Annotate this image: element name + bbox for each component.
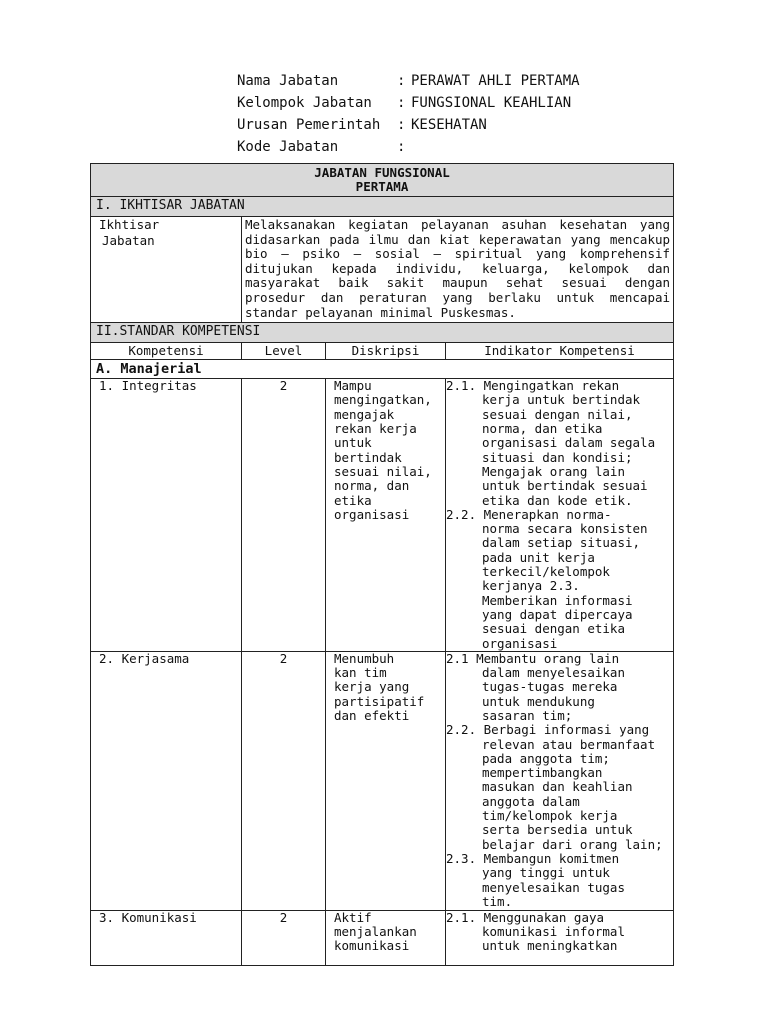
header-separator: : (397, 73, 406, 89)
header-label: Nama Jabatan (237, 73, 339, 89)
competency-table (90, 163, 674, 966)
competency-description: Aktif menjalankan komunikasi (326, 910, 446, 965)
column-header-indikator: Indikator Kompetensi (446, 343, 674, 360)
indicator-item: 2.1. Mengingatkan rekan kerja untuk bertindak sesuai dengan nilai, norma, dan etika organisasi dalam segala situasi dan kondisi; Mengajak orang lain untuk bertindak sesuai etika dan kode etik. (446, 378, 656, 508)
competency-description: Menumbuh kan tim kerja yang partisipatif dan efekti (326, 651, 446, 910)
header-row-urusan-pemerintah (237, 114, 717, 136)
document-header (237, 70, 717, 158)
ikhtisar-label-line1: Ikhtisar (99, 217, 160, 232)
indicator-item: 2.2. Berbagi informasi yang relevan atau bermanfaat pada anggota tim; mempertimbangkan masukan dan keahlian anggota dalam tim/kelompok kerja serta bersedia untuk belajar dari orang lain; (446, 722, 663, 852)
competency-name: 2. Kerjasama (91, 651, 242, 910)
column-header-row (91, 343, 674, 360)
competency-level: 2 (242, 379, 326, 652)
competency-indicators (446, 651, 674, 910)
indicator-item: 2.1 Membantu orang lain dalam menyelesaikan tugas-tugas mereka untuk mendukung sasaran tim; (446, 650, 625, 723)
header-row-kode-jabatan (237, 136, 717, 158)
header-row-nama-jabatan (237, 70, 717, 92)
header-value: KESEHATAN (411, 117, 487, 133)
header-separator: : (397, 117, 406, 133)
competency-name: 3. Komunikasi (91, 910, 242, 965)
column-header-kompetensi: Kompetensi (91, 343, 242, 360)
competency-indicators (446, 910, 674, 965)
indicator-item: 2.1. Menggunakan gaya komunikasi informal untuk meningkatkan (446, 909, 625, 954)
ikhtisar-row (91, 217, 674, 323)
section-row-ikhtisar (91, 197, 674, 217)
table-row (91, 651, 674, 910)
ikhtisar-label-line2: Jabatan (102, 233, 155, 248)
title-row (91, 164, 674, 197)
header-row-kelompok-jabatan (237, 92, 717, 114)
section-row-standar (91, 323, 674, 343)
header-label: Urusan Pemerintah (237, 117, 381, 133)
competency-indicators (446, 379, 674, 652)
competency-level: 2 (242, 651, 326, 910)
header-value: FUNGSIONAL KEAHLIAN (411, 95, 572, 111)
header-label: Kode Jabatan (237, 139, 339, 155)
section-heading-standar: II.STANDAR KOMPETENSI (91, 323, 674, 343)
table-row (91, 910, 674, 965)
competency-description: Mampu mengingatkan, mengajak rekan kerja untuk bertindak sesuai nilai, norma, dan etika organisasi (326, 379, 446, 652)
header-label: Kelompok Jabatan (237, 95, 372, 111)
ikhtisar-label (91, 217, 242, 323)
indicator-item: 2.2. Menerapkan norma- norma secara konsisten dalam setiap situasi, pada unit kerja terkecil/kelompok kerjanya 2.3. Memberikan informasi yang dapat dipercaya sesuai dengan etika organisasi (446, 506, 648, 651)
header-value (411, 136, 717, 158)
table-row (91, 379, 674, 652)
group-heading-manajerial: A. Manajerial (91, 360, 674, 379)
table-title (91, 164, 674, 197)
column-header-level: Level (242, 343, 326, 360)
table-title-line2: PERTAMA (355, 179, 409, 194)
group-row-manajerial (91, 360, 674, 379)
table-title-line1: JABATAN FUNGSIONAL (314, 165, 450, 180)
competency-name: 1. Integritas (91, 379, 242, 652)
section-heading-ikhtisar: I. IKHTISAR JABATAN (91, 197, 674, 217)
column-header-diskripsi: Diskripsi (326, 343, 446, 360)
header-value: PERAWAT AHLI PERTAMA (411, 73, 580, 89)
ikhtisar-text: Melaksanakan kegiatan pelayanan asuhan kesehatan yang didasarkan pada ilmu dan kiat keperawatan yang mencakup bio – psiko – sosial – spiritual yang komprehensif ditujukan kepada individu, keluarga, kelompok dan masyarakat baik sakit maupun sehat sesuai dengan prosedur dan peraturan yang berlaku untuk mencapai standar pelayanan minimal Puskesmas. (242, 217, 674, 323)
header-separator: : (397, 95, 406, 111)
header-separator: : (397, 139, 406, 155)
competency-level: 2 (242, 910, 326, 965)
indicator-item: 2.3. Membangun komitmen yang tinggi untuk menyelesaikan tugas tim. (446, 850, 625, 909)
